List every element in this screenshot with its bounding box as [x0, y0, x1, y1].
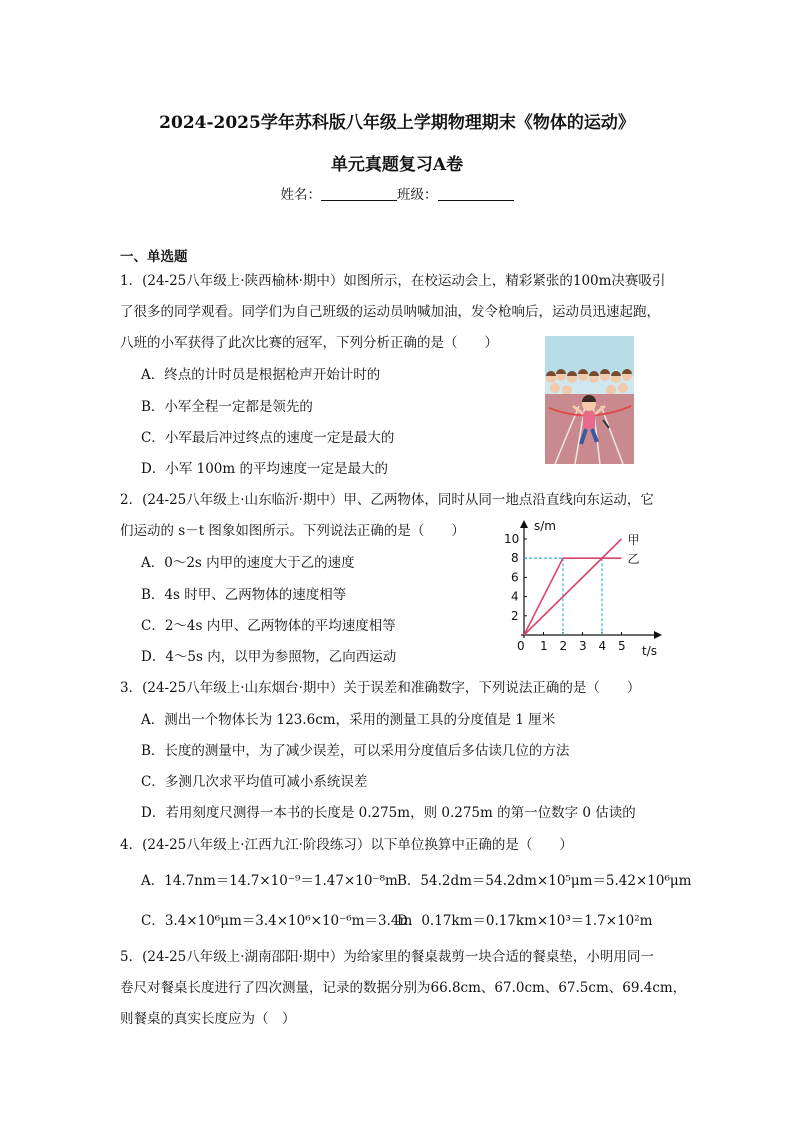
student-info [0, 183, 794, 203]
q3-option-a: A．测出一个物体长为 123.6cm，采用的测量工具的分度值是 1 厘米 [141, 712, 556, 728]
x-tick-label: 4 [598, 639, 607, 653]
x-axis-arrow [654, 631, 662, 639]
series-jia-label: 甲 [627, 533, 640, 547]
x-tick-label: 3 [579, 639, 587, 653]
q3-option-c: C．多测几次求平均值可减小系统误差 [141, 774, 368, 790]
q1-line-3: 八班的小军获得了此次比赛的冠军，下列分析正确的是（ ） [120, 335, 498, 351]
y-axis-arrow [520, 520, 528, 528]
q1-line-2: 了很多的同学观看。同学们为自己班级的运动员呐喊加油，发令枪响后，运动员迅速起跑， [120, 304, 660, 320]
q4-option-d: D．0.17km＝0.17km×10³＝1.7×10²m [397, 913, 653, 929]
q3-option-d: D．若用刻度尺测得一本书的长度是 0.275m，则 0.275m 的第一位数字 0 估读的 [141, 805, 636, 821]
section-heading: 一、单选题 [120, 249, 188, 265]
q4-line: 4．(24-25八年级上·江西九江·阶段练习）以下单位换算中正确的是（ ） [120, 837, 573, 853]
q5-line-2: 卷尺对餐桌长度进行了四次测量，记录的数据分别为66.8cm、67.0cm、67.5cm、69.4cm， [120, 980, 687, 996]
q4-option-b: B．54.2dm＝54.2dm×10⁵μm＝5.42×10⁶μm [397, 873, 692, 889]
x-tick-label: 1 [540, 639, 548, 653]
q3-line: 3．(24-25八年级上·山东烟台·期中）关于误差和准确数字，下列说法正确的是（ ） [120, 680, 641, 696]
q3-option-b: B．长度的测量中，为了减少误差，可以采用分度值后多估读几位的方法 [141, 743, 570, 759]
x-tick-label: 0 [517, 639, 525, 653]
x-axis-label: t/s [642, 644, 657, 658]
q4-option-c: C．3.4×10⁶μm＝3.4×10⁶×10⁻⁶m＝3.4m [141, 913, 413, 929]
q1-option-a: A．终点的计时员是根据枪声开始计时的 [141, 367, 381, 383]
q2-line-1: 2．(24-25八年级上·山东临沂·期中）甲、乙两物体，同时从同一地点沿直线向东运动，它 [120, 492, 654, 508]
series-jia-line [524, 539, 622, 635]
class-label: 班级： [397, 187, 438, 203]
page-title-line2: 单元真题复习A卷 [330, 155, 464, 175]
q2-option-b: B．4s 时甲、乙两物体的速度相等 [141, 587, 347, 603]
series-yi-line [524, 558, 622, 635]
q5-line-1: 5．(24-25八年级上·湖南邵阳·期中）为给家里的餐桌裁剪一块合适的餐桌垫，小明用同一 [120, 949, 654, 965]
q4-option-a: A．14.7nm＝14.7×10⁻⁹＝1.47×10⁻⁸m [141, 873, 398, 889]
q1-option-c: C．小军最后冲过终点的速度一定是最大的 [141, 430, 395, 446]
y-tick-label: 8 [511, 551, 519, 566]
q1-option-d: D．小军 100m 的平均速度一定是最大的 [141, 461, 388, 477]
page-title-line1: 2024-2025学年苏科版八年级上学期物理期末《物体的运动》 [159, 113, 635, 133]
y-tick-label: 6 [511, 570, 519, 585]
series-yi-label: 乙 [627, 552, 640, 567]
name-blank[interactable] [321, 187, 397, 201]
y-tick-label: 10 [504, 532, 520, 546]
q1-option-b: B．小军全程一定都是领先的 [141, 399, 313, 415]
q5-line-3: 则餐桌的真实长度应为（ ） [120, 1011, 296, 1027]
name-label: 姓名： [280, 187, 321, 203]
q2-line-2: 们运动的 s－t 图象如图所示。下列说法正确的是（ ） [120, 523, 465, 539]
y-axis-label: s/m [534, 519, 556, 533]
y-tick-label: 2 [511, 608, 519, 623]
s-t-chart [496, 514, 666, 664]
q1-line-1: 1．(24-25八年级上·陕西榆林·期中）如图所示，在校运动会上，精彩紧张的100m决赛吸引 [120, 273, 666, 289]
race-illustration [545, 336, 634, 464]
class-blank[interactable] [438, 187, 514, 201]
x-tick-label: 2 [559, 639, 568, 653]
x-tick-label: 5 [618, 639, 626, 653]
q2-option-c: C．2～4s 内甲、乙两物体的平均速度相等 [141, 618, 396, 634]
q2-option-a: A．0～2s 内甲的速度大于乙的速度 [141, 555, 355, 571]
y-tick-label: 4 [511, 589, 519, 604]
q2-option-d: D．4～5s 内，以甲为参照物，乙向西运动 [141, 649, 397, 665]
